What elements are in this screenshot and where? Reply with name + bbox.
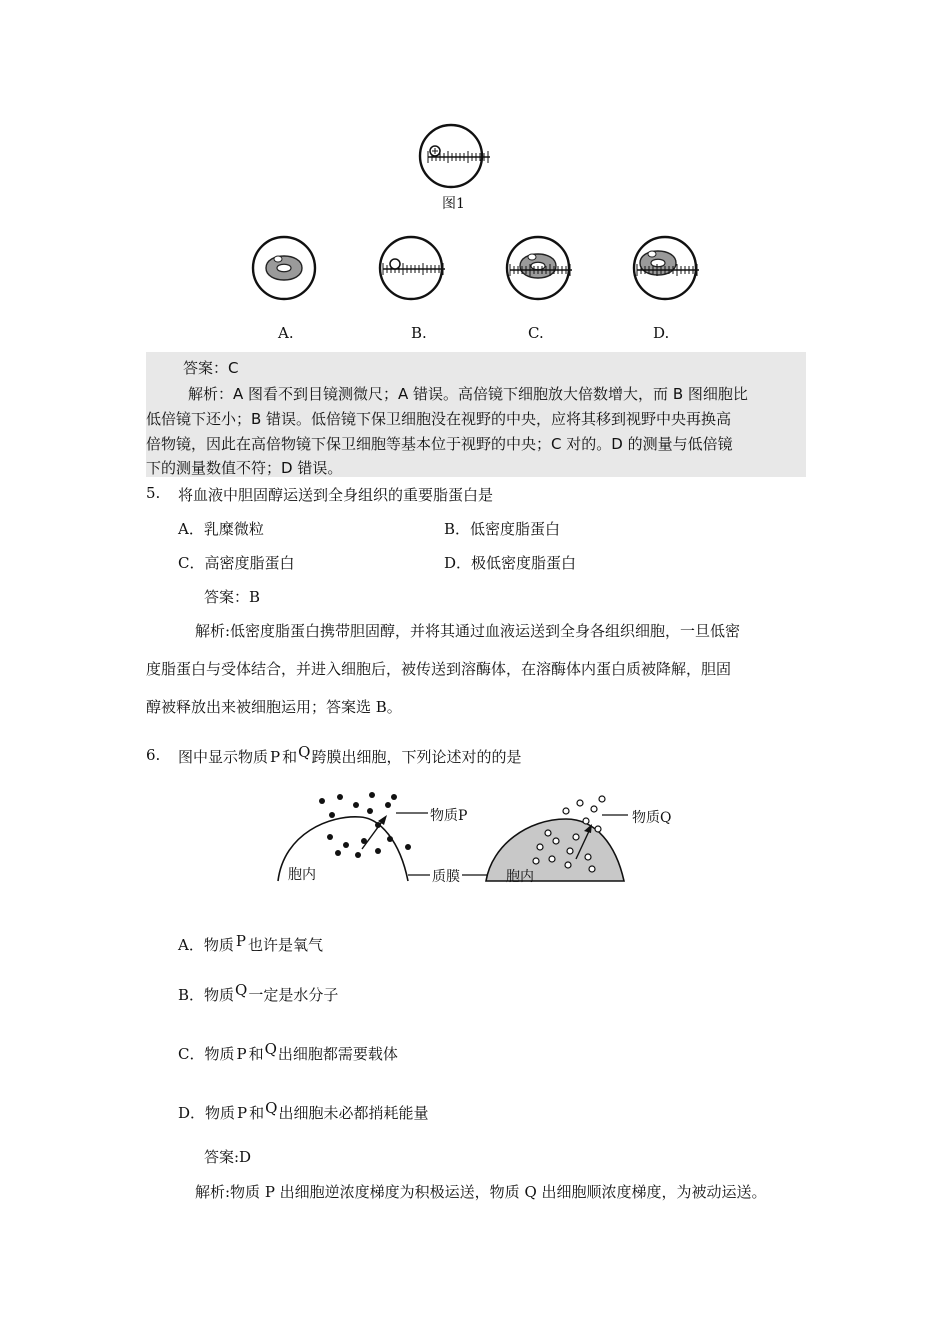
q5-analysis-line: 解析:低密度脂蛋白携带胆固醇，并将其通过血液运送到全身各组织细胞，一旦低密: [195, 622, 741, 640]
membrane-diagram: [270, 785, 690, 890]
q6-option-d-he: 和: [249, 1104, 265, 1122]
q6-q: Q: [298, 743, 311, 761]
q4-analysis-line: 下的测量数值不符；D 错误。: [146, 459, 343, 477]
label-inside-left: 胞内: [288, 867, 316, 883]
q6-stem-b: 跨膜出细胞，下列论述对的的是: [311, 748, 522, 766]
membrane-diagram-drawing: [270, 785, 690, 890]
q5-answer: 答案：B: [204, 588, 261, 606]
figure-option-c: C.: [528, 324, 544, 342]
q6-number: 6.: [146, 746, 161, 764]
label-inside-right: 胞内: [506, 869, 534, 885]
q5-option-b: B．低密度脂蛋白: [444, 520, 561, 538]
q6-he: 和: [282, 748, 298, 766]
q5-analysis-line: 度脂蛋白与受体结合，并进入细胞后，被传送到溶酶体，在溶酶体内蛋白质被降解，胆固: [146, 660, 732, 678]
q6-option-d-q: Q: [265, 1099, 278, 1117]
q5-analysis-line: 醇被释放出来被细胞运用；答案选 B。: [146, 698, 402, 716]
q6-option-d-prefix: D．物质: [178, 1104, 236, 1122]
label-substance-p: 物质P: [430, 808, 468, 824]
q4-analysis-line: 解析：A 图看不到目镜测微尺；A 错误。高倍镜下细胞放大倍数增大，而 B 图细胞比: [188, 385, 748, 403]
q4-analysis-line: 倍物镜，因此在高倍物镜下保卫细胞等基本位于视野的中央；C 对的。D 的测量与低倍镜: [146, 435, 733, 453]
q6-option-c-he: 和: [248, 1045, 264, 1063]
q6-option-a-p: P: [235, 932, 246, 950]
q6-option-b-q: Q: [235, 981, 248, 999]
q6-option-a-prefix: A．物质: [178, 936, 234, 954]
q6-option-d-p: P: [237, 1104, 248, 1122]
q5-option-a: A．乳糜微粒: [178, 520, 264, 538]
figure-option-a: A.: [278, 324, 294, 342]
q6-option-c: [178, 1040, 398, 1064]
figure-1: [240, 118, 710, 348]
q5-stem: 将血液中胆固醇运送到全身组织的重要脂蛋白是: [178, 486, 494, 504]
q6-option-c-p: P: [236, 1045, 247, 1063]
q6-analysis: 解析:物质 P 出细胞逆浓度梯度为积极运送，物质 Q 出细胞顺浓度梯度，为被动运送。: [195, 1183, 767, 1201]
label-membrane: 质膜: [432, 869, 460, 885]
label-substance-q: 物质Q: [632, 810, 672, 826]
figure-option-d: D.: [653, 324, 670, 342]
q6-answer: 答案:D: [204, 1148, 252, 1166]
figure-1-caption: 图1: [442, 196, 465, 212]
figure-option-b: B.: [411, 324, 427, 342]
q6-option-b: [178, 981, 339, 1005]
q6-option-d: [178, 1099, 429, 1123]
q6-option-b-prefix: B．物质: [178, 986, 235, 1004]
q5-option-d: D．极低密度脂蛋白: [444, 554, 577, 572]
q6-option-c-q: Q: [264, 1040, 277, 1058]
q6-option-c-rest: 出细胞都需要载体: [277, 1045, 398, 1063]
q6-option-a-rest: 也许是氧气: [247, 936, 323, 954]
q6-stem-a: 图中显示物质: [178, 748, 269, 766]
q6-stem: [178, 743, 522, 767]
q5-number: 5.: [146, 484, 161, 502]
q4-answer: 答案：C: [183, 359, 239, 377]
q5-option-c: C．高密度脂蛋白: [178, 554, 295, 572]
q6-option-b-rest: 一定是水分子: [248, 986, 339, 1004]
q6-option-c-prefix: C．物质: [178, 1045, 235, 1063]
q6-option-d-rest: 出细胞未必都捎耗能量: [278, 1104, 429, 1122]
q4-analysis-line: 低倍镜下还小；B 错误。低倍镜下保卫细胞没在视野的中央，应将其移到视野中央再换高: [146, 410, 732, 428]
q6-p: P: [270, 748, 281, 766]
figure-1-drawing: [240, 118, 710, 348]
q6-option-a: [178, 934, 323, 955]
